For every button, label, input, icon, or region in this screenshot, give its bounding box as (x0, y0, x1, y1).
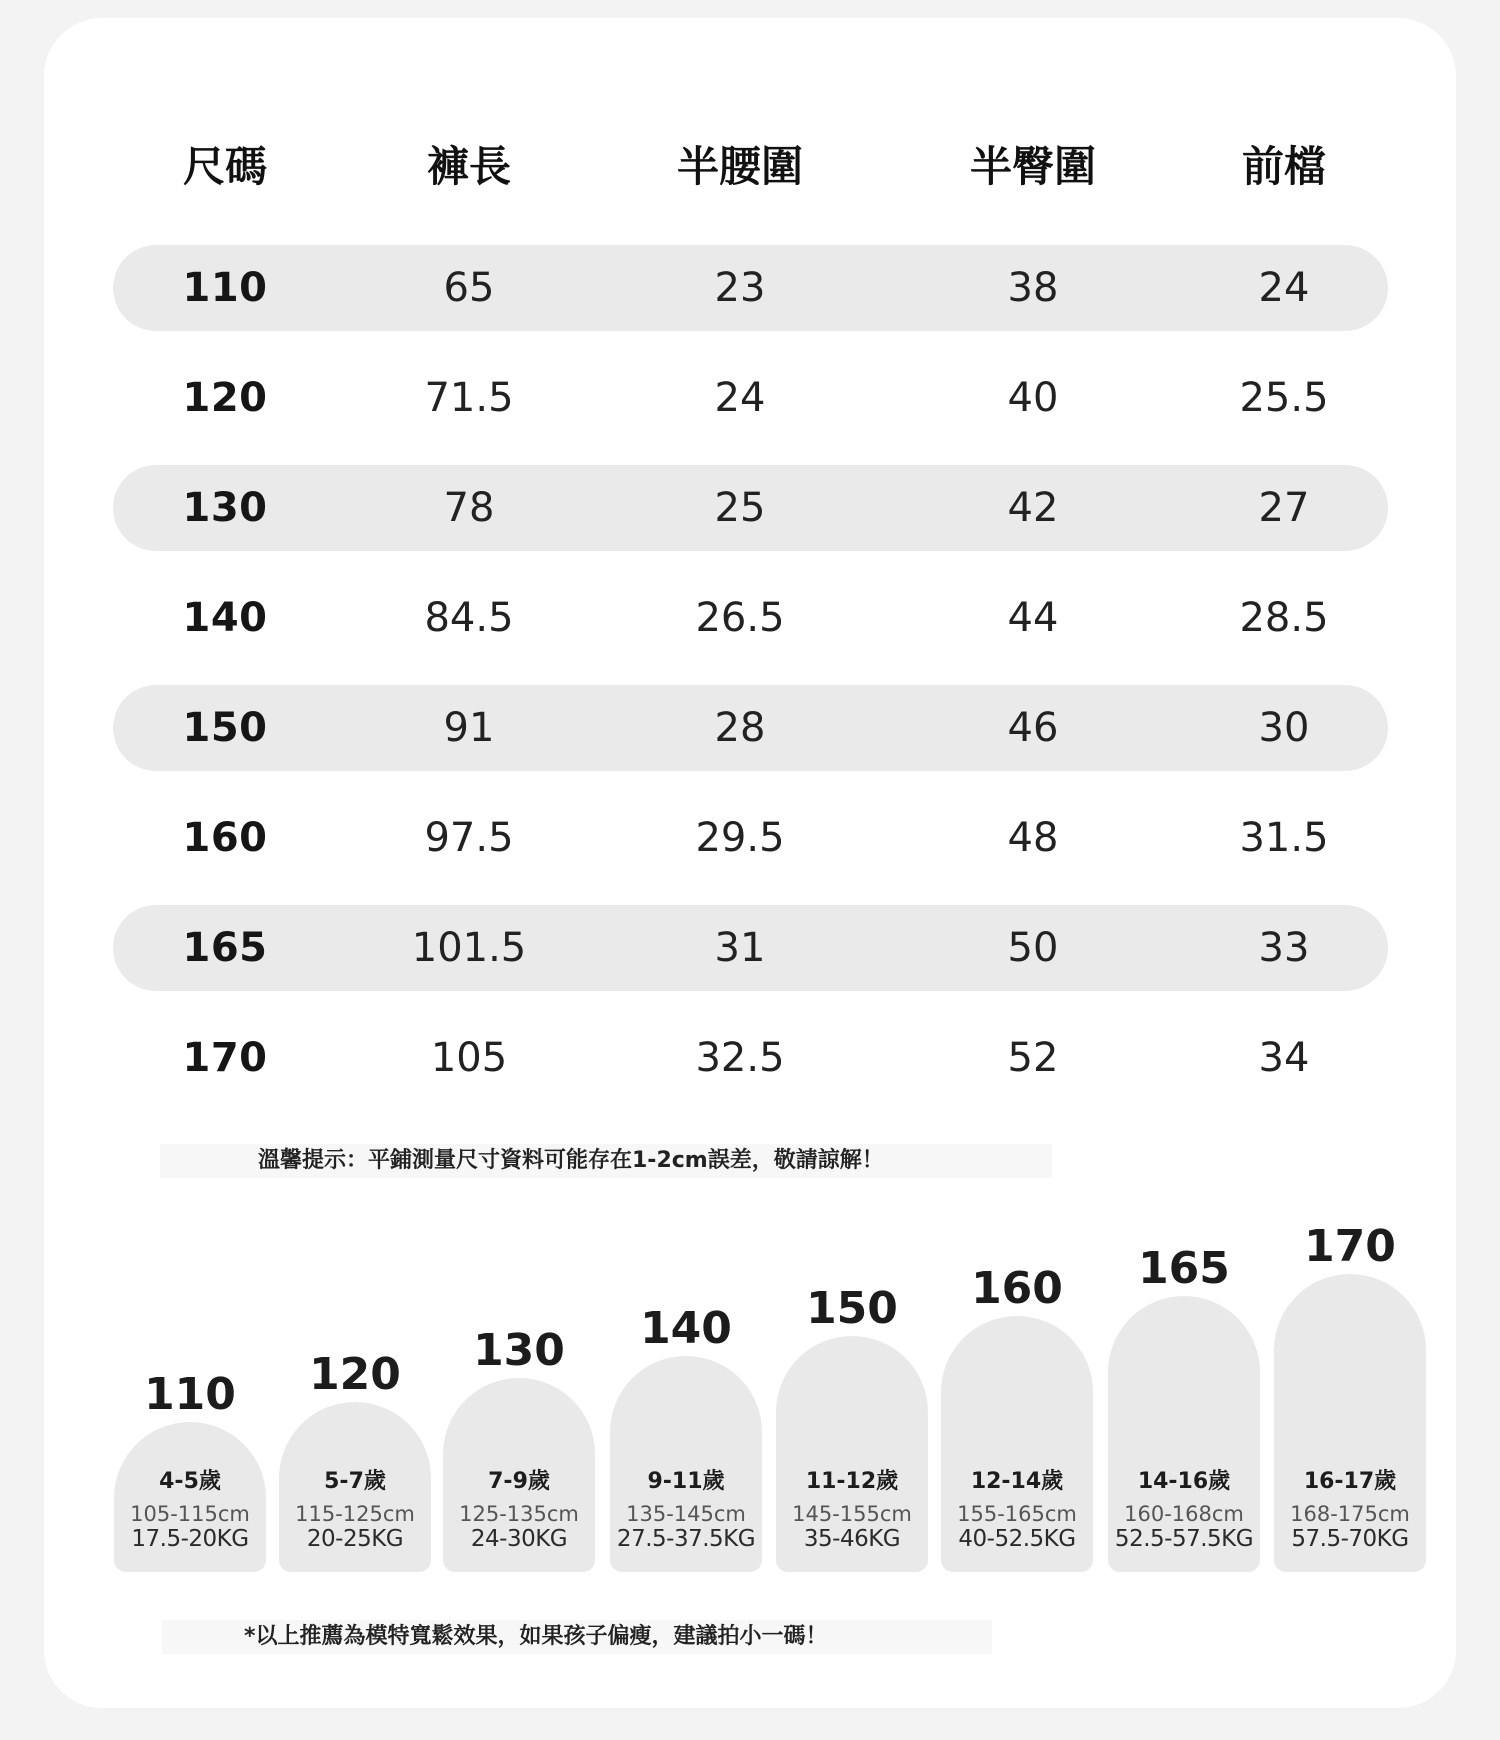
pill-weight-range: 24-30KG (470, 1526, 568, 1552)
pill-size-label: 140 (640, 1303, 732, 1354)
pill-size-label: 160 (971, 1263, 1063, 1314)
pill-weight-range: 57.5-70KG (1291, 1526, 1409, 1552)
pill-height-range: 115-125cm (295, 1502, 415, 1526)
pill-age-label: 11-12歲 (805, 1469, 899, 1494)
cell-front-rise: 33 (1258, 925, 1310, 971)
pill-size-label: 170 (1304, 1221, 1396, 1272)
table-row (113, 1015, 1388, 1101)
cell-half-waist: 32.5 (695, 1035, 785, 1081)
pill-height-range: 168-175cm (1290, 1502, 1410, 1526)
pill-height-range: 125-135cm (459, 1502, 579, 1526)
header-size: 尺碼 (182, 142, 268, 191)
cell-half-waist: 28 (714, 705, 766, 751)
cell-half-waist: 23 (714, 265, 766, 311)
pill-age-label: 7-9歲 (488, 1469, 550, 1494)
table-row (113, 465, 1388, 551)
cell-half-hip: 40 (1007, 375, 1059, 421)
cell-size: 140 (182, 595, 268, 641)
table-row (113, 355, 1388, 441)
cell-half-waist: 26.5 (695, 595, 785, 641)
table-row (113, 795, 1388, 881)
header-front-rise: 前檔 (1241, 142, 1327, 191)
cell-half-hip: 52 (1007, 1035, 1059, 1081)
pill-weight-range: 20-25KG (306, 1526, 404, 1552)
pill-weight-range: 17.5-20KG (131, 1526, 249, 1552)
cell-size: 110 (182, 265, 268, 311)
table-row (113, 685, 1388, 771)
cell-pants-length: 105 (430, 1035, 508, 1081)
cell-half-hip: 46 (1007, 705, 1059, 751)
pill-weight-range: 52.5-57.5KG (1114, 1526, 1254, 1552)
cell-size: 130 (182, 485, 268, 531)
pill-size-label: 150 (806, 1283, 898, 1334)
cell-size: 165 (182, 925, 268, 971)
cell-pants-length: 101.5 (411, 925, 527, 971)
cell-size: 150 (182, 705, 268, 751)
cell-size: 160 (182, 815, 268, 861)
pill-height-range: 135-145cm (626, 1502, 746, 1526)
pill-age-label: 14-16歲 (1137, 1469, 1231, 1494)
cell-half-hip: 50 (1007, 925, 1059, 971)
cell-half-hip: 44 (1007, 595, 1059, 641)
cell-front-rise: 30 (1258, 705, 1310, 751)
cell-front-rise: 24 (1258, 265, 1310, 311)
table-row (113, 575, 1388, 661)
pill-height-range: 160-168cm (1124, 1502, 1244, 1526)
pill-size-label: 130 (473, 1325, 565, 1376)
cell-pants-length: 78 (443, 485, 495, 531)
cell-front-rise: 25.5 (1239, 375, 1329, 421)
cell-half-waist: 24 (714, 375, 766, 421)
header-half-hip: 半臀圍 (969, 142, 1097, 191)
cell-front-rise: 34 (1258, 1035, 1310, 1081)
cell-half-hip: 38 (1007, 265, 1059, 311)
cell-front-rise: 31.5 (1239, 815, 1329, 861)
cell-half-waist: 31 (714, 925, 766, 971)
pill-age-label: 12-14歲 (970, 1469, 1064, 1494)
pill-weight-range: 40-52.5KG (958, 1526, 1076, 1552)
pill-weight-range: 35-46KG (803, 1526, 901, 1552)
cell-pants-length: 65 (443, 265, 495, 311)
pill-height-range: 155-165cm (957, 1502, 1077, 1526)
pill-age-label: 16-17歲 (1303, 1469, 1397, 1494)
cell-pants-length: 91 (443, 705, 495, 751)
measurement-note: 溫馨提示：平鋪測量尺寸資料可能存在1-2cm誤差，敬請諒解！ (160, 1144, 1052, 1178)
pill-age-label: 4-5歲 (159, 1469, 221, 1494)
pill-size-label: 110 (144, 1369, 236, 1420)
cell-pants-length: 84.5 (424, 595, 514, 641)
cell-front-rise: 28.5 (1239, 595, 1329, 641)
pill-age-label: 9-11歲 (647, 1469, 725, 1494)
pill-weight-range: 27.5-37.5KG (616, 1526, 756, 1552)
cell-half-hip: 48 (1007, 815, 1059, 861)
pill-height-range: 145-155cm (792, 1502, 912, 1526)
cell-pants-length: 71.5 (424, 375, 514, 421)
cell-half-waist: 25 (714, 485, 766, 531)
pill-age-label: 5-7歲 (324, 1469, 386, 1494)
pill-size-label: 165 (1138, 1243, 1230, 1294)
fit-note: *以上推薦為模特寬鬆效果，如果孩子偏瘦，建議拍小一碼！ (162, 1620, 992, 1654)
cell-pants-length: 97.5 (424, 815, 514, 861)
header-pants-length: 褲長 (426, 142, 512, 191)
pill-size-label: 120 (309, 1349, 401, 1400)
cell-size: 120 (182, 375, 268, 421)
table-row (113, 245, 1388, 331)
pill-height-range: 105-115cm (130, 1502, 250, 1526)
cell-front-rise: 27 (1258, 485, 1310, 531)
table-row (113, 905, 1388, 991)
table-header (113, 124, 1388, 210)
cell-half-hip: 42 (1007, 485, 1059, 531)
cell-half-waist: 29.5 (695, 815, 785, 861)
cell-size: 170 (182, 1035, 268, 1081)
header-half-waist: 半腰圍 (676, 142, 804, 191)
